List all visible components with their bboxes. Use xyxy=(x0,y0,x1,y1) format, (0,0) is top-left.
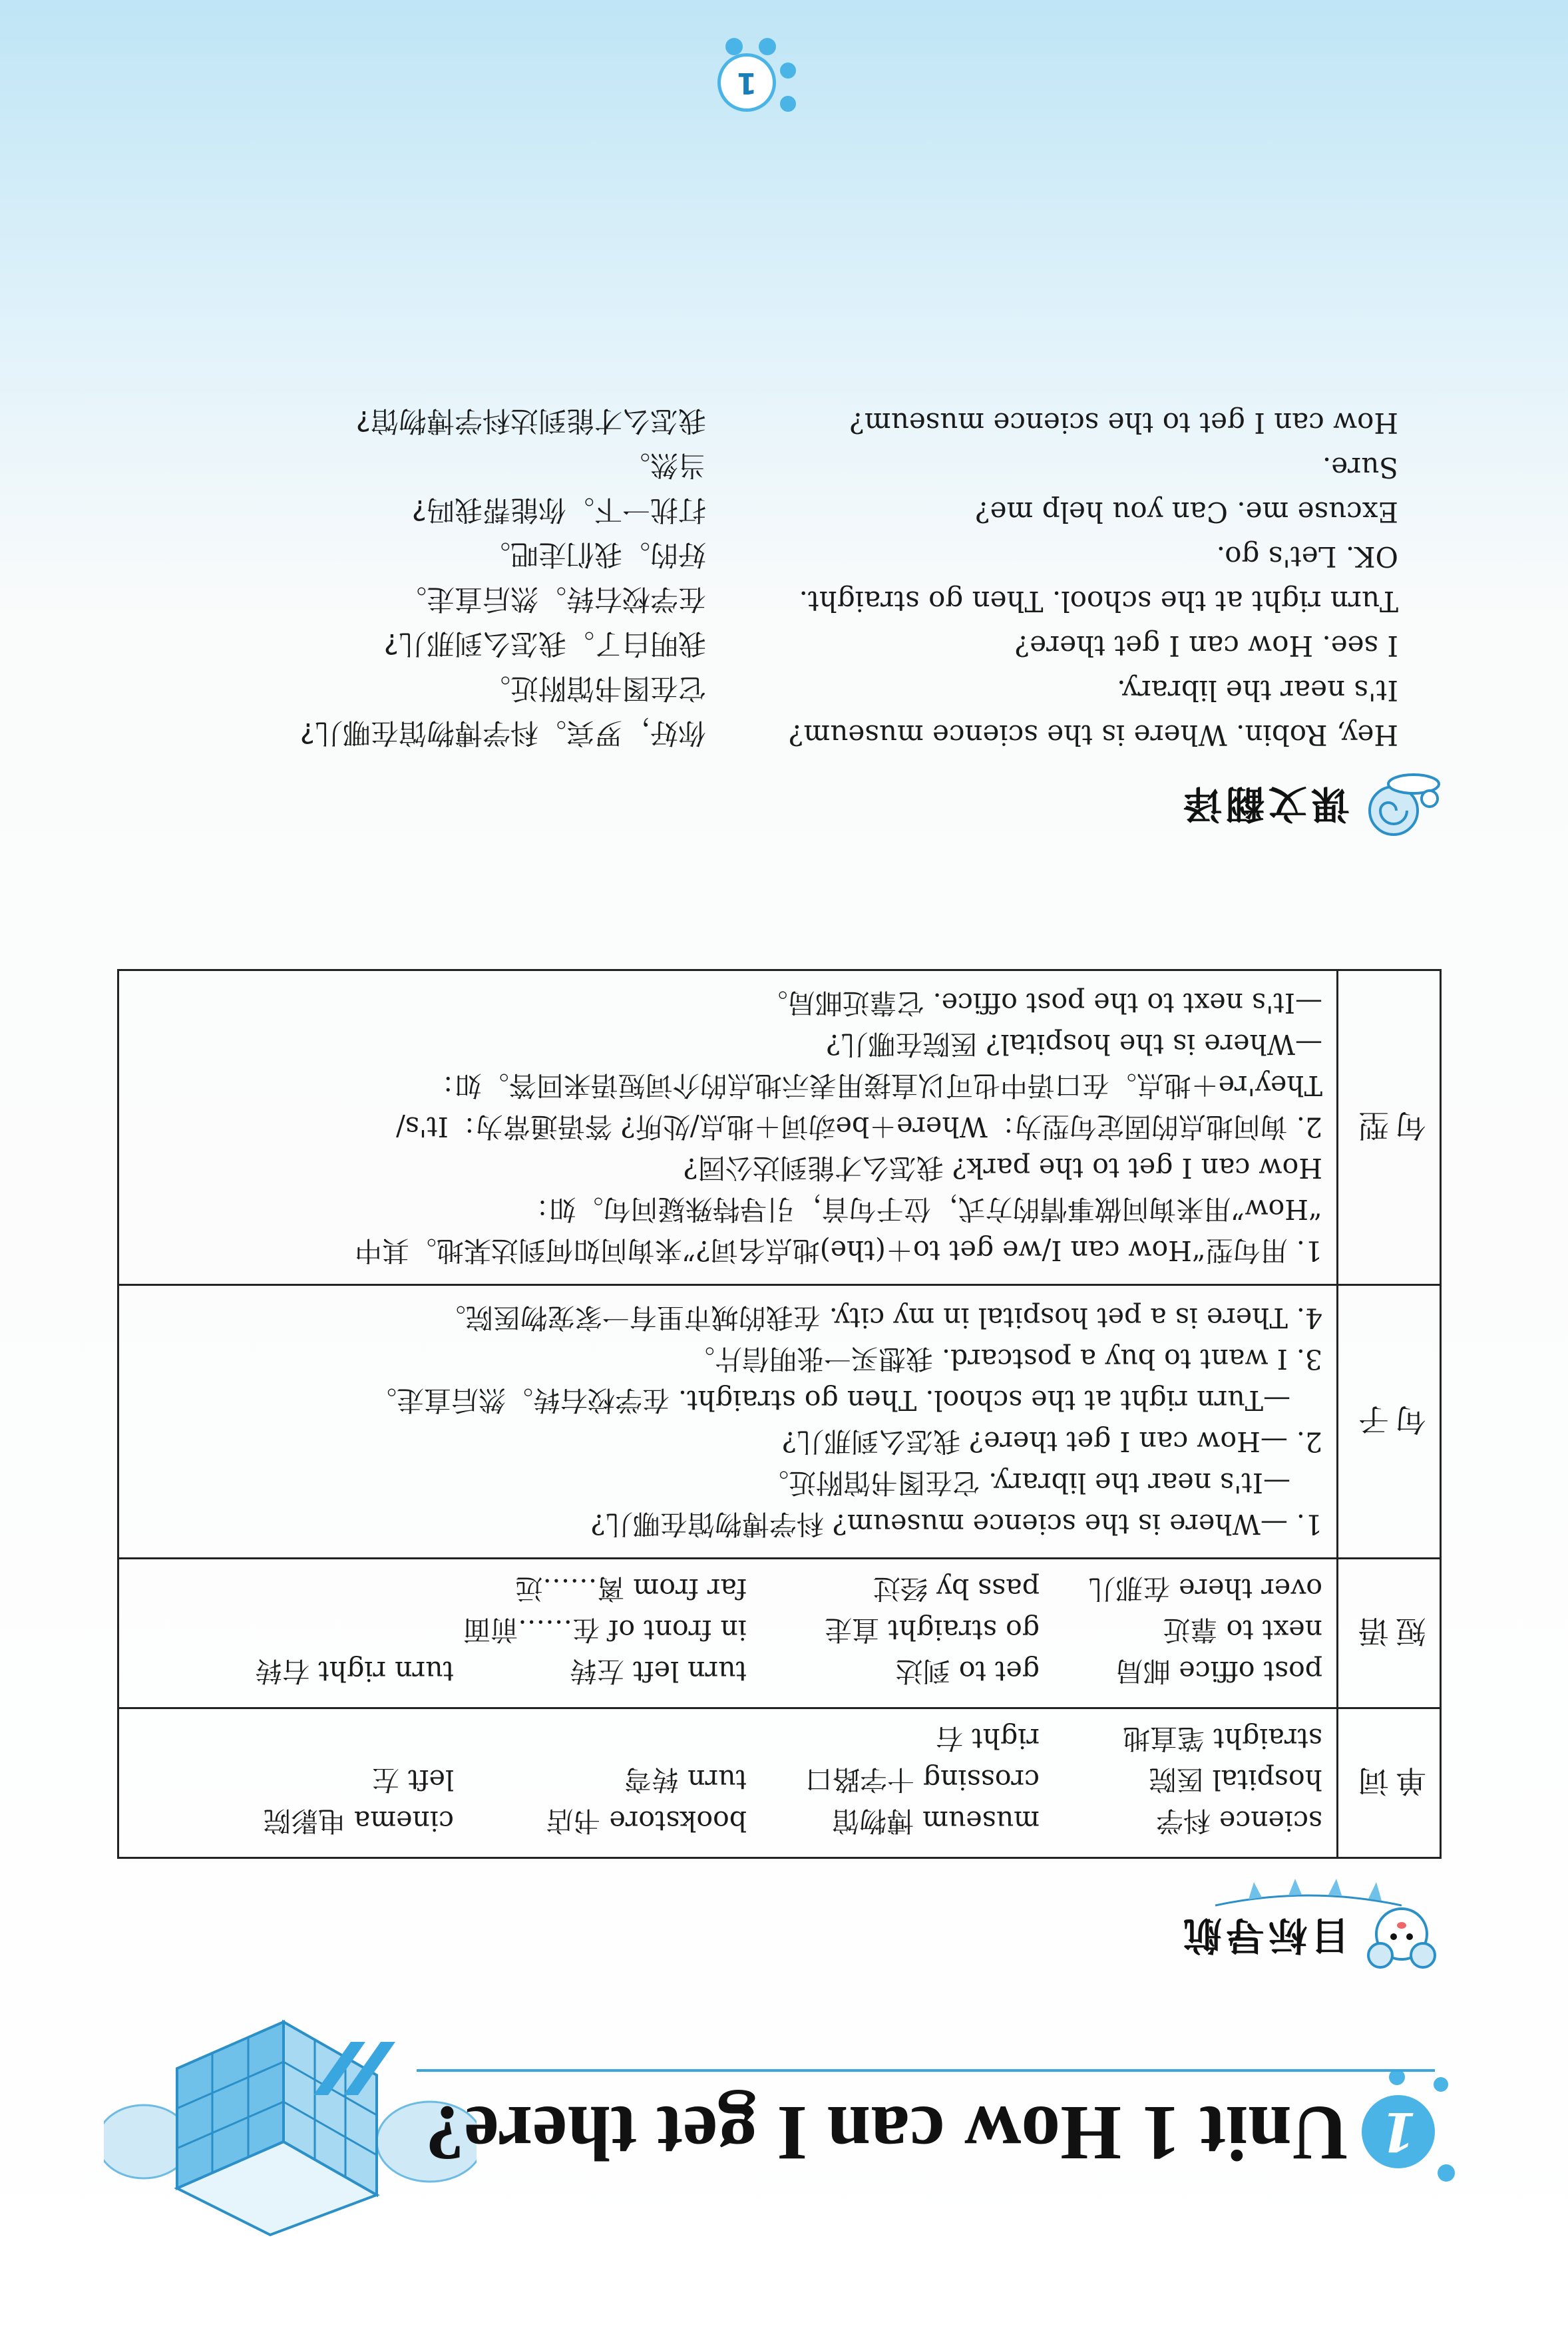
pattern-line: —Where is the hospital? 医院在哪儿? xyxy=(826,1028,1322,1060)
list-item: science 科学 museum 博物馆 bookstore 书店 cinema 电影院 xyxy=(263,1805,1322,1838)
dialogue-line: How can I get to the science museum? 我怎么才能到达科学博物馆? xyxy=(355,405,1398,439)
list-item: post office 邮局 get to 到达 turn left 左转 turn right 右转 xyxy=(255,1655,1322,1688)
category-patterns: 句型 xyxy=(1338,970,1441,1285)
table-row-sentences xyxy=(118,1285,1441,1559)
category-phrases: 短语 xyxy=(1338,1559,1441,1708)
dialogue-line: OK. Let's go. 好的。我们走吧。 xyxy=(482,538,1398,573)
sentence-line: 1. —Where is the science museum? 科学博物馆在哪儿? xyxy=(590,1508,1322,1540)
paw-print-icon xyxy=(1434,2077,1448,2092)
vocabulary-table xyxy=(117,969,1442,1859)
list-item: straight 笔直地 right 右 xyxy=(936,1722,1322,1755)
table-row-patterns xyxy=(118,970,1441,1285)
category-sentences: 句子 xyxy=(1338,1285,1441,1559)
rubiks-cube-illustration xyxy=(104,1995,477,2275)
dialogue-line: I see. How can I get there? 我明白了。我怎么到那儿? xyxy=(383,628,1398,662)
page-number-badge xyxy=(703,32,796,125)
page-number: 1 xyxy=(717,53,776,112)
sentence-line: 2. —How can I get there? 我怎么到那儿? xyxy=(782,1426,1322,1458)
pattern-line: 2. 询问地点的固定句型为：Where＋be动词＋地点/处所? 答语通常为：It's/ xyxy=(396,1111,1322,1143)
table-row-phrases xyxy=(118,1559,1441,1708)
sentence-line: —It's near the library. 它在图书馆附近。 xyxy=(761,1467,1290,1499)
dialogue-line: It's near the library. 它在图书馆附近。 xyxy=(482,672,1398,707)
list-item: over there 在那儿 pass by 经过 far from 离……远 xyxy=(515,1573,1322,1605)
dialogue-line: Hey, Robin. Where is the science museum? 你好，罗宾。科学博物馆在哪儿? xyxy=(299,717,1398,751)
dialogue-line: Turn right at the school. Then go straight. 在学校右转。然后直走。 xyxy=(398,583,1398,618)
unit-title: Unit 1 How can I get there? xyxy=(425,2090,1348,2177)
sentence-line: 4. There is a pet hospital in my city. 在我的城市里有一家宠物医院。 xyxy=(438,1302,1322,1334)
pattern-line: —It's next to the post office. 它靠近邮局。 xyxy=(760,987,1322,1019)
dialogue-line: Sure. 当然。 xyxy=(622,449,1398,484)
list-item: next to 靠近 go straight 直走 in front of 在……前面 xyxy=(463,1614,1322,1647)
bunting-decoration xyxy=(1215,1879,1402,1912)
pattern-line: They're＋地点。在口语中也可以直接用表示地点的介词短语来回答。如： xyxy=(427,1070,1322,1101)
unit-number-badge: 1 xyxy=(1362,2095,1435,2168)
category-words: 单词 xyxy=(1338,1708,1441,1858)
pattern-line: How can I get to the park? 我怎么才能到达公园? xyxy=(683,1152,1322,1184)
mouse-mascot-icon xyxy=(1362,1902,1442,1975)
dialogue-translation xyxy=(134,401,1398,757)
title-divider xyxy=(417,2069,1435,2072)
dialogue-line: Excuse me. Can you help me? 打扰一下。你能帮我吗? xyxy=(411,494,1398,528)
pattern-line: 1. 用句型“How can I/we get to＋(the)地点名词?”来询问如何到达某地。其中 xyxy=(354,1235,1322,1267)
paw-print-icon xyxy=(1438,2164,1455,2182)
paw-print-icon xyxy=(725,38,743,55)
section-goals-title: 目标导航 xyxy=(1179,1913,1350,1958)
sentence-line: —Turn right at the school. Then go straight. 在学校右转。然后直走。 xyxy=(369,1384,1290,1416)
paw-print-icon xyxy=(780,63,796,79)
section-goals-header xyxy=(1179,1902,1442,1975)
section-translation-header xyxy=(1179,771,1442,844)
snail-mascot-icon xyxy=(1362,771,1442,844)
paw-print-icon xyxy=(780,96,796,112)
section-translation-title: 课文翻译 xyxy=(1179,781,1350,827)
table-row-words xyxy=(118,1708,1441,1858)
pattern-line: “How”用来询问做事情的方式，位于句首，引导特殊疑问句。如： xyxy=(521,1193,1322,1225)
sentence-line: 3. I want to buy a postcard. 我想买一张明信片。 xyxy=(687,1343,1322,1375)
paw-print-icon xyxy=(759,38,776,55)
list-item: hospital 医院 crossing 十字路口 turn 转弯 left 左 xyxy=(371,1764,1322,1796)
